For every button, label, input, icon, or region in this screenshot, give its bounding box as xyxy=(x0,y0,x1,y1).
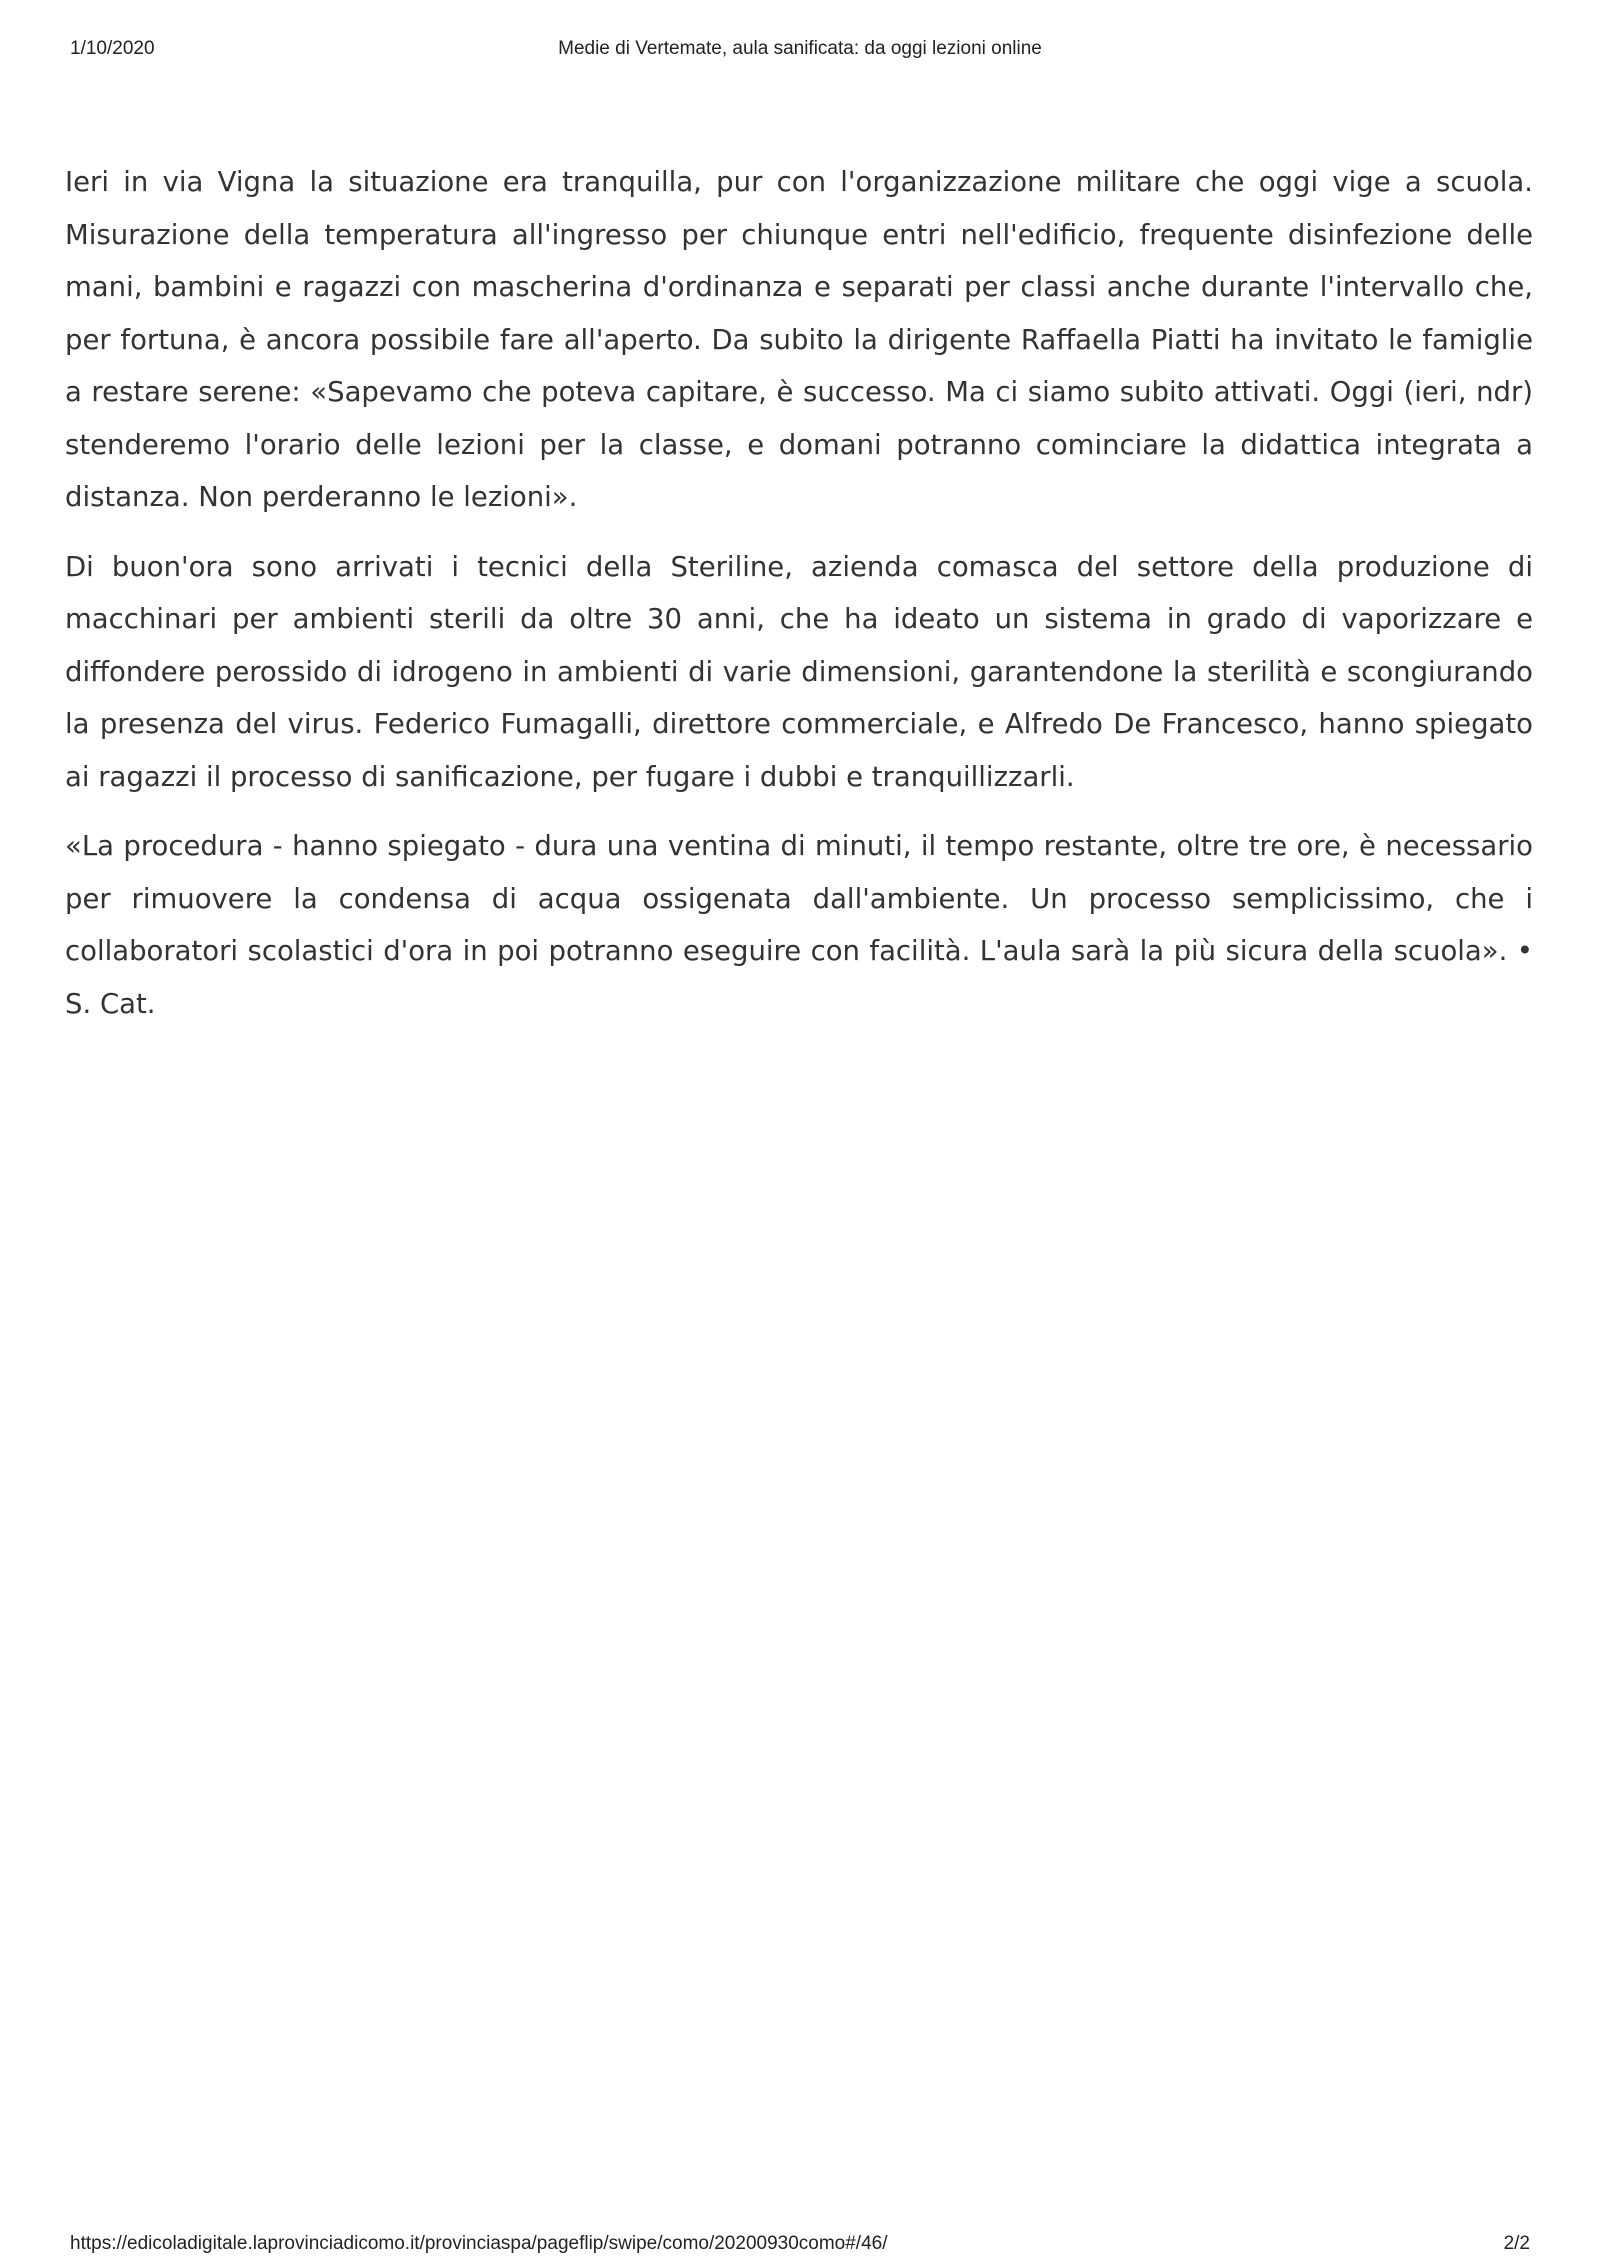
article-body xyxy=(65,156,1533,1047)
page-number: 2/2 xyxy=(1503,2233,1530,2254)
source-url[interactable]: https://edicoladigitale.laprovinciadicomo.it/provinciaspa/pageflip/swipe/como/20200930como#/46/ xyxy=(70,2233,888,2254)
page-header xyxy=(70,38,1530,68)
page-title: Medie di Vertemate, aula sanificata: da oggi lezioni online xyxy=(558,38,1042,59)
article-paragraph: Di buon'ora sono arrivati i tecnici della Steriline, azienda comasca del settore della produzione di macchinari per ambienti sterili da oltre 30 anni, che ha ideato un sistema in grado di vaporizzare e diffondere perossido di idrogeno in ambienti di varie dimensioni, garantendone la sterilità e scongiurando la presenza del virus. Federico Fumagalli, direttore commerciale, e Alfredo De Francesco, hanno spiegato ai ragazzi il processo di sanificazione, per fugare i dubbi e tranquillizzarli. xyxy=(65,550,1533,793)
article-paragraph: Ieri in via Vigna la situazione era tranquilla, pur con l'organizzazione militare che oggi vige a scuola. Misurazione della temperatura all'ingresso per chiunque entri nell'edificio, frequente disinfezione delle mani, bambini e ragazzi con mascherina d'ordinanza e separati per classi anche durante l'intervallo che, per fortuna, è ancora possibile fare all'aperto. Da subito la dirigente Raffaella Piatti ha invitato le famiglie a restare serene: «Sapevamo che poteva capitare, è successo. Ma ci siamo subito attivati. Oggi (ieri, ndr) stenderemo l'orario delle lezioni per la classe, e domani potranno cominciare la didattica integrata a distanza. Non perderanno le lezioni». xyxy=(65,166,1533,513)
article-paragraph: «La procedura - hanno spiegato - dura una ventina di minuti, il tempo restante, oltre tre ore, è necessario per rimuovere la condensa di acqua ossigenata dall'ambiente. Un processo semplicissimo, che i collaboratori scolastici d'ora in poi potranno eseguire con facilità. L'aula sarà la più sicura della scuola». • S. Cat. xyxy=(65,830,1533,1020)
page-footer xyxy=(70,2233,1530,2259)
print-date: 1/10/2020 xyxy=(70,38,155,59)
